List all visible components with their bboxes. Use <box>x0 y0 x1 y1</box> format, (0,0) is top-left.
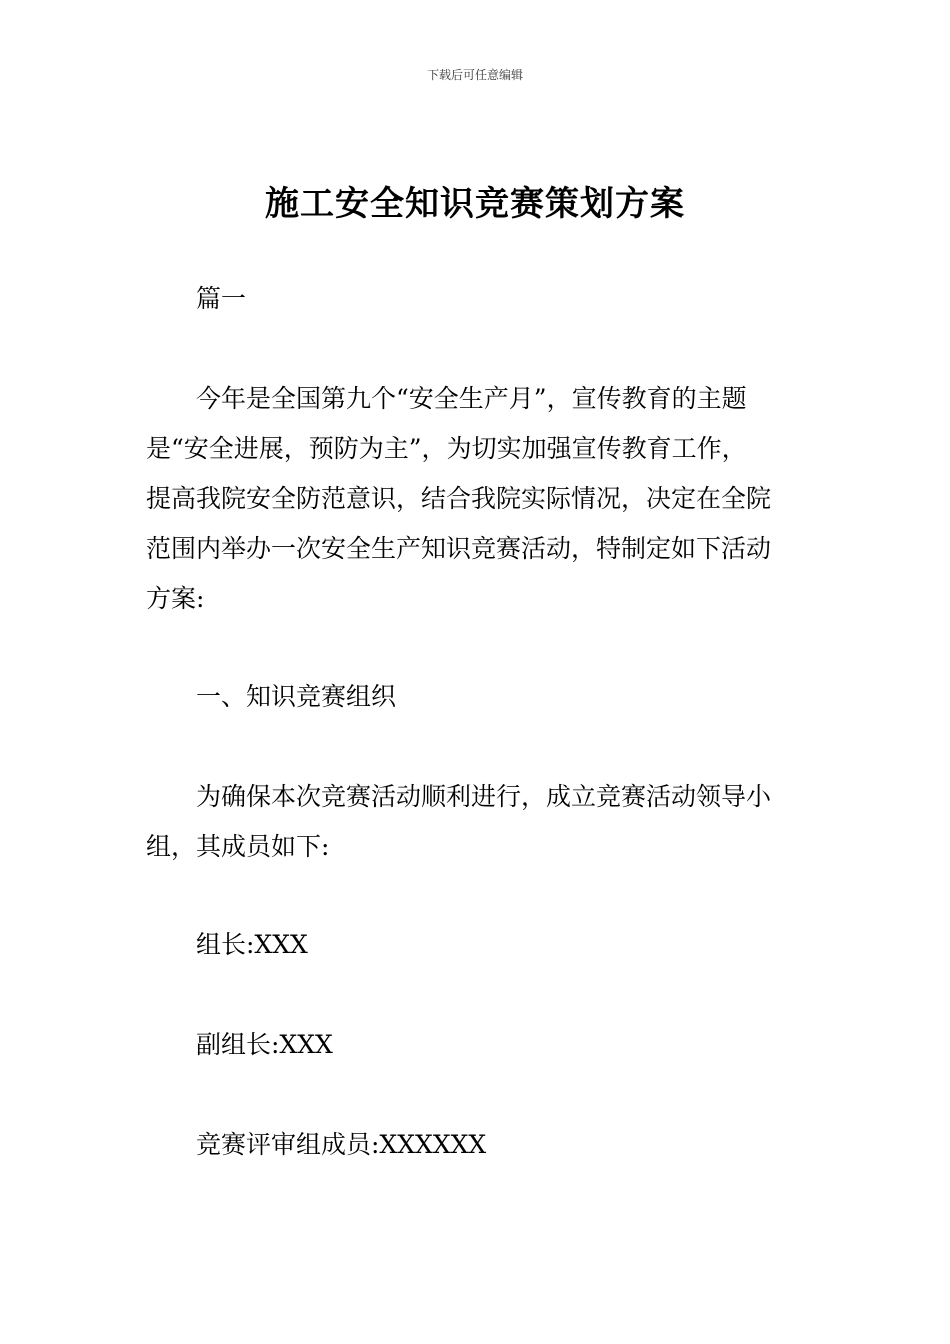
intro-paragraph <box>146 374 806 624</box>
intro-line: 方案: <box>146 584 205 613</box>
deputy-leader-line: 副组长:XXX <box>196 1030 333 1059</box>
document-title: 施工安全知识竞赛策划方案 <box>265 184 685 224</box>
header-note: 下载后可任意编辑 <box>426 68 523 82</box>
org-line: 为确保本次竞赛活动顺利进行，成立竞赛活动领导小 <box>196 782 772 811</box>
intro-line: 今年是全国第九个“安全生产月”，宣传教育的主题 <box>196 384 747 413</box>
intro-line: 是“安全进展，预防为主”，为切实加强宣传教育工作， <box>146 434 747 463</box>
judges-line: 竞赛评审组成员:XXXXXX <box>196 1130 487 1159</box>
leader-line: 组长:XXX <box>196 930 308 959</box>
org-paragraph <box>146 772 806 872</box>
intro-line: 范围内举办一次安全生产知识竞赛活动，特制定如下活动 <box>146 534 772 563</box>
intro-line: 提高我院安全防范意识，结合我院实际情况，决定在全院 <box>146 484 772 513</box>
section-heading: 一、知识竞赛组织 <box>196 682 397 711</box>
section-label: 篇一 <box>196 284 247 313</box>
org-line: 组，其成员如下: <box>146 832 330 861</box>
